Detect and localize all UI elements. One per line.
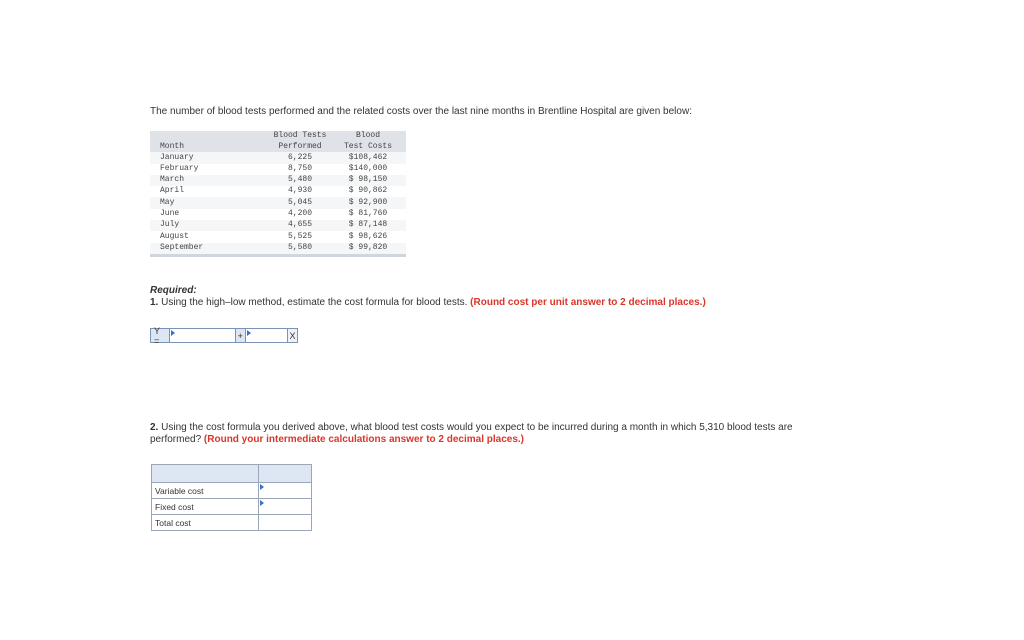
input-marker-icon bbox=[171, 330, 175, 336]
month-cell: March bbox=[160, 175, 185, 185]
header-costs-line2: Test Costs bbox=[343, 141, 392, 151]
table-header-row bbox=[150, 142, 406, 153]
costs-cell: $ 99,820 bbox=[348, 243, 388, 253]
month-cell: June bbox=[160, 209, 180, 219]
header-month: Month bbox=[160, 141, 185, 151]
month-cell: January bbox=[160, 152, 194, 162]
question-2-text: Using the cost formula you derived above, what blood test costs would you expect to be incurred during a month in which 5,310 blood tests are performed? bbox=[150, 422, 793, 445]
answer-table-header bbox=[152, 465, 312, 483]
y-equals-label: Y = bbox=[150, 328, 170, 343]
costs-cell: $ 81,760 bbox=[348, 209, 388, 219]
x-variable-label: X bbox=[288, 328, 298, 343]
header-tests-line2: Performed bbox=[278, 141, 322, 151]
question-1-text: Using the high–low method, estimate the cost formula for blood tests. bbox=[158, 297, 471, 308]
variable-cost-label: Variable cost bbox=[152, 483, 259, 499]
tests-cell: 8,750 bbox=[287, 163, 312, 173]
month-cell: April bbox=[160, 186, 185, 196]
input-marker-icon bbox=[247, 330, 251, 336]
table-row bbox=[150, 197, 406, 208]
table-row bbox=[150, 243, 406, 254]
table-row bbox=[150, 220, 406, 231]
total-cost-value bbox=[259, 515, 312, 531]
fixed-cost-label: Fixed cost bbox=[152, 499, 259, 515]
table-row bbox=[150, 175, 406, 186]
month-cell: August bbox=[160, 231, 189, 241]
month-cell: September bbox=[160, 243, 204, 253]
variable-cost-input[interactable] bbox=[259, 483, 312, 499]
costs-cell: $ 87,148 bbox=[348, 220, 388, 230]
question-2-number: 2. bbox=[150, 422, 159, 433]
table-row bbox=[150, 164, 406, 175]
tests-cell: 5,580 bbox=[287, 243, 312, 253]
header-tests-line1: Blood Tests bbox=[273, 131, 327, 140]
table-row bbox=[150, 209, 406, 220]
fixed-cost-answer-input[interactable] bbox=[259, 499, 312, 515]
costs-cell: $108,462 bbox=[348, 152, 388, 162]
cost-formula-row bbox=[150, 325, 298, 346]
month-cell: February bbox=[160, 163, 199, 173]
month-cell: July bbox=[160, 220, 180, 230]
blood-tests-data-table bbox=[150, 131, 406, 257]
total-cost-label: Total cost bbox=[152, 515, 259, 531]
question-1 bbox=[150, 297, 706, 308]
costs-cell: $ 98,626 bbox=[348, 231, 388, 241]
question-2 bbox=[150, 422, 810, 446]
fixed-cost-input[interactable] bbox=[170, 328, 236, 343]
answer-row-total-cost bbox=[152, 515, 312, 531]
answer-row-fixed-cost bbox=[152, 499, 312, 515]
variable-rate-input[interactable] bbox=[246, 328, 288, 343]
table-row bbox=[150, 186, 406, 197]
costs-cell: $140,000 bbox=[348, 163, 388, 173]
input-marker-icon bbox=[260, 484, 264, 490]
tests-cell: 4,200 bbox=[287, 209, 312, 219]
tests-cell: 4,930 bbox=[287, 186, 312, 196]
tests-cell: 6,225 bbox=[287, 152, 312, 162]
answer-row-variable-cost bbox=[152, 483, 312, 499]
question-1-hint: (Round cost per unit answer to 2 decimal places.) bbox=[470, 297, 706, 308]
question-1-number: 1. bbox=[150, 297, 159, 308]
header-costs-line1: Blood bbox=[355, 131, 380, 140]
input-marker-icon bbox=[260, 500, 264, 506]
costs-cell: $ 92,900 bbox=[348, 197, 388, 207]
costs-cell: $ 90,862 bbox=[348, 186, 388, 196]
required-heading: Required: bbox=[150, 285, 197, 296]
month-cell: May bbox=[160, 197, 175, 207]
costs-cell: $ 98,150 bbox=[348, 175, 388, 185]
table-header-row bbox=[150, 131, 406, 142]
plus-sign: + bbox=[236, 328, 246, 343]
tests-cell: 5,045 bbox=[287, 197, 312, 207]
tests-cell: 4,655 bbox=[287, 220, 312, 230]
table-row bbox=[150, 231, 406, 242]
table-bottom-rule bbox=[150, 254, 406, 257]
intro-text: The number of blood tests performed and the related costs over the last nine months in Brentline Hospital are given below: bbox=[150, 106, 692, 117]
table-row bbox=[150, 152, 406, 163]
cost-answer-table bbox=[151, 464, 312, 531]
tests-cell: 5,525 bbox=[287, 231, 312, 241]
question-2-hint: (Round your intermediate calculations answer to 2 decimal places.) bbox=[203, 434, 525, 445]
tests-cell: 5,480 bbox=[287, 175, 312, 185]
